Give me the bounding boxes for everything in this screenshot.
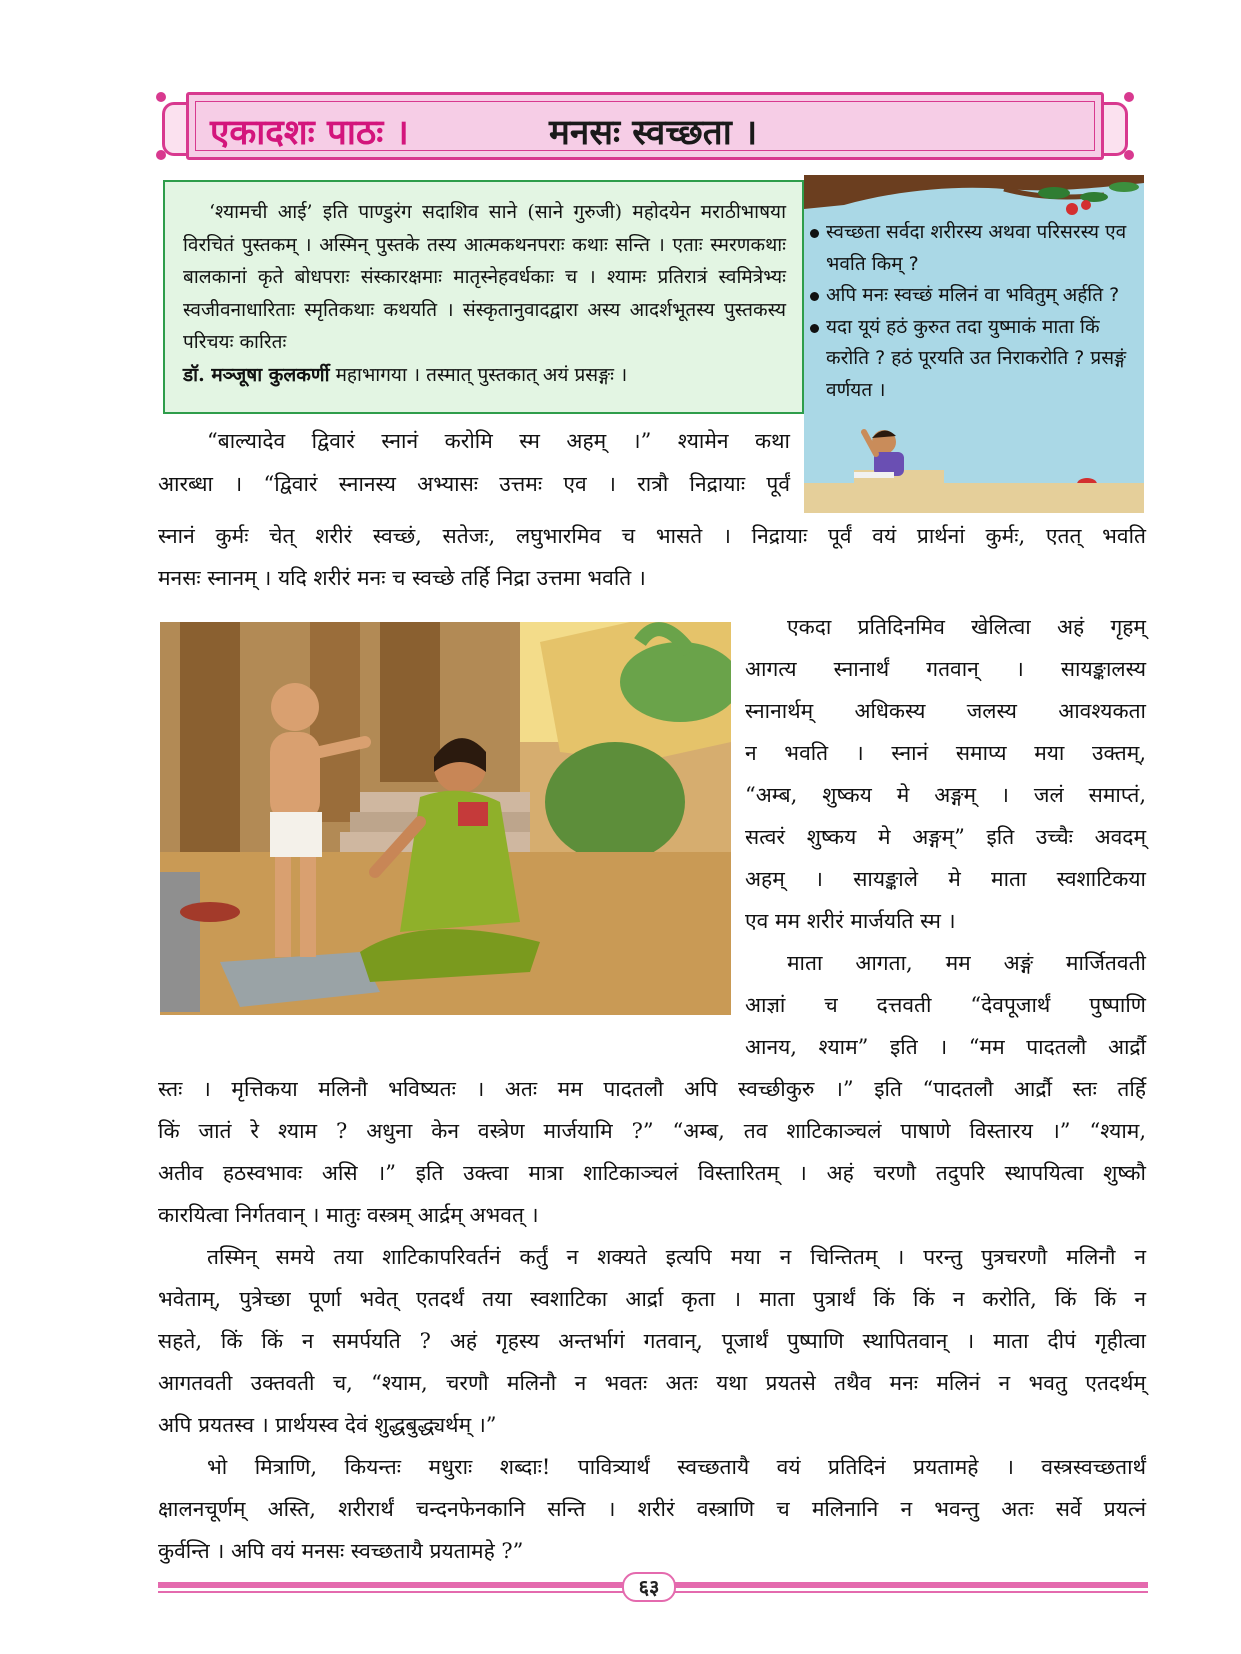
banner-ornament [1124, 150, 1134, 160]
body-line: स्नानार्थम् अधिकस्य जलस्य आवश्यकता [745, 699, 1146, 723]
tree-branch-illustration [804, 175, 1144, 215]
body-line: एकदा प्रतिदिनमिव खेलित्वा अहं गृहम् [787, 615, 1146, 639]
body-line: एव मम शरीरं मार्जयति स्म । [745, 909, 956, 933]
floor [804, 483, 1144, 513]
body-line: आगत्य स्नानार्थं गतवान् । सायङ्कालस्य [745, 657, 1146, 681]
body-line: मनसः स्नानम् । यदि शरीरं मनः च स्वच्छे तर्हि निद्रा उत्तमा भवति । [158, 566, 646, 590]
body-line: सहते, किं किं न समर्पयति ? अहं गृहस्य अन्तर्भागं गतवान्, पूजार्थं पुष्पाणि स्थापितवान् । माता दीपं गृहीत्वा [158, 1329, 1146, 1353]
body-line: अपि प्रयतस्व । प्रार्थयस्व देवं शुद्धबुद्ध्यर्थम् ।” [158, 1413, 497, 1437]
body-line: स्नानं कुर्मः चेत् शरीरं स्वच्छं, सतेजः, लघुभारमिव च भासते । निद्रायाः पूर्वं वयं प्रार्थनां कुर्मः, एतत् भवति [158, 524, 1146, 548]
question-item: यदा यूयं हठं कुरुत तदा युष्माकं माता किं करोति ? हठं पूरयति उत निराकरोति ? प्रसङ्गं वर्णयत । [810, 312, 1140, 407]
body-line: आज्ञां च दत्तवती “देवपूजार्थं पुष्पाणि [745, 993, 1146, 1017]
intro-author: डॉ. मञ्जूषा कुलकर्णी [183, 363, 330, 386]
body-line: स्तः । मृत्तिकया मलिनौ भविष्यतः । अतः मम पादतलौ अपि स्वच्छीकुरु ।” इति “पादतलौ आर्द्रौ स्तः तर्हि [158, 1077, 1146, 1101]
body-line: किं जातं रे श्याम ? अधुना केन वस्त्रेण मार्जयामि ?” “अम्ब, तव शाटिकाञ्चलं पाषाणे विस्तारय ।” “श्याम, [158, 1119, 1146, 1143]
thinking-boy-illustration [854, 420, 944, 490]
intro-text: ‘श्यामची आई’ इति पाण्डुरंग सदाशिव साने (साने गुरुजी) महोदयेन मराठीभाषया विरचितं पुस्तकम् । अस्मिन् पुस्तके तस्य आत्मकथनपराः कथाः सन्ति । एताः स्मरणकथाः बालकानां कृते बोधपराः संस्कारक्षमाः मातृस्नेहवर्धकाः च । श्यामः प्रतिरात्रं स्वमित्रेभ्यः स्वजीवनाधारिताः स्मृतिकथाः कथयति । संस्कृतानुवादद्वारा अस्य आदर्शभूतस्य पुस्तकस्य परिचयः कारितः [183, 201, 786, 353]
body-line: आनय, श्याम” इति । “मम पादतलौ आर्द्रौ [745, 1035, 1146, 1059]
body-line: “अम्ब, शुष्कय मे अङ्गम् । जलं समाप्तं, [745, 783, 1146, 807]
banner-ornament [156, 92, 166, 102]
body-line: न भवति । स्नानं समाप्य मया उक्तम्, [745, 741, 1146, 765]
body-line: अहम् । सायङ्काले मे माता स्वशाटिकया [745, 867, 1146, 891]
body-line: तस्मिन् समये तया शाटिकापरिवर्तनं कर्तुं न शक्यते इत्यपि मया न चिन्तितम् । परन्तु पुत्रचरणौ मलिनौ न [207, 1245, 1146, 1269]
body-line: माता आगता, मम अङ्गं मार्जितवती [787, 951, 1146, 975]
body-line: अतीव हठस्वभावः असि ।” इति उक्त्वा मात्रा शाटिकाञ्चलं विस्तारितम् । अहं चरणौ तदुपरि स्थापयित्वा शुष्कौ [158, 1161, 1146, 1185]
lesson-number: एकादशः पाठः । [210, 113, 409, 153]
body-line: कुर्वन्ति । अपि वयं मनसः स्वच्छतायै प्रयतामहे ?” [158, 1539, 524, 1563]
body-line: आगतवती उक्तवती च, “श्याम, चरणौ मलिनौ न भवतः अतः यथा प्रयतसे तथैव मनः मलिनं न भवतु एतदर्थम् [158, 1371, 1146, 1395]
intro-paragraph [183, 196, 786, 391]
question-illustration-panel [804, 175, 1144, 513]
question-list [810, 217, 1140, 406]
question-item: स्वच्छता सर्वदा शरीरस्य अथवा परिसरस्य एव भवति किम् ? [810, 217, 1140, 280]
body-line: आरब्धा । “द्विवारं स्नानस्य अभ्यासः उत्तमः एव । रात्रौ निद्रायाः पूर्वं [158, 472, 790, 496]
banner-ornament [1124, 92, 1134, 102]
banner-ornament [156, 150, 166, 160]
intro-box [163, 180, 804, 414]
question-item: अपि मनः स्वच्छं मलिनं वा भवितुम् अर्हति ? [810, 280, 1140, 312]
body-line: कारयित्वा निर्गतवान् । मातुः वस्त्रम् आर्द्रम् अभवत् । [158, 1203, 539, 1227]
mother-and-child-illustration [160, 622, 731, 1015]
lesson-title: मनसः स्वच्छता । [549, 113, 758, 153]
body-line: क्षालनचूर्णम् अस्ति, शरीरार्थं चन्दनफेनकानि सन्ति । शरीरं वस्त्राणि च मलिनानि न भवन्तु अतः सर्वे प्रयत्नं [158, 1497, 1146, 1521]
body-line: सत्वरं शुष्कय मे अङ्गम्” इति उच्चैः अवदम् [745, 825, 1146, 849]
page-number: ६३ [622, 1572, 676, 1602]
body-line: भवेताम्, पुत्रेच्छा पूर्णा भवेत् एतदर्थं तया स्वशाटिका आर्द्रा कृता । माता पुत्रार्थं किं किं न करोति, किं किं न [158, 1287, 1146, 1311]
intro-tail: महाभागया । तस्मात् पुस्तकात् अयं प्रसङ्गः । [329, 363, 628, 386]
body-line: “बाल्यादेव द्विवारं स्नानं करोमि स्म अहम् ।” श्यामेन कथा [207, 429, 790, 453]
body-line: भो मित्राणि, कियन्तः मधुराः शब्दाः! पावित्र्यार्थं स्वच्छतायै वयं प्रतिदिनं प्रयतामहे । वस्त्रस्वच्छतार्थं [207, 1455, 1146, 1479]
